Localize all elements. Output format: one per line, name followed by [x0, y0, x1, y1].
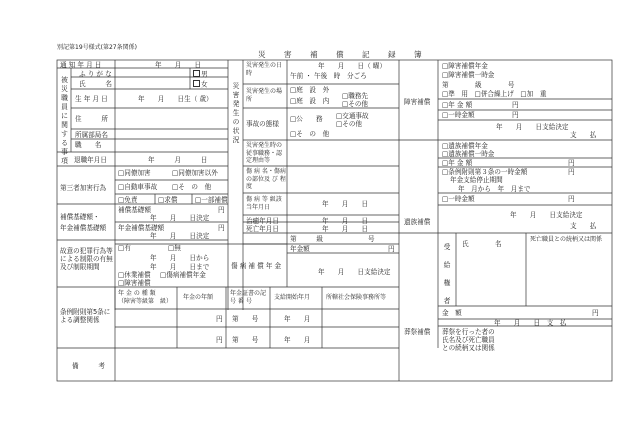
intent-restriction-label: 故意の犯罪行為等による制限の有無及び制限期間	[60, 247, 113, 271]
sick-pension-yen: 円	[388, 245, 395, 253]
base-pay-label-2: 年金補償基礎額	[60, 224, 107, 232]
handicap-pay: 支 払	[570, 131, 597, 139]
handicap-pension-checkbox[interactable]: □障害補償年金	[442, 62, 488, 70]
recipient-relation-label: 死亡職員との続柄又は関係	[530, 236, 603, 243]
handicap-lump-checkbox[interactable]: □障害補償一時金	[442, 71, 495, 79]
birth-value[interactable]: 年 月 日生（ 歳）	[138, 95, 213, 103]
survivor-stop-label: 年金支給停止期間	[450, 176, 503, 184]
intent-to-date[interactable]: 年 月 日まで	[150, 263, 210, 271]
name-label: 氏 名	[79, 80, 112, 88]
place-duty-checkbox[interactable]: □職務先	[342, 92, 369, 100]
adjust-row-yen: 円	[216, 336, 223, 344]
place-out-checkbox[interactable]: □庭 設 外	[290, 86, 330, 94]
retire-value[interactable]: 年 月 日	[148, 156, 208, 164]
survivor-pension-checkbox[interactable]: □遺族補償年金	[442, 142, 488, 150]
survivor-lump-amount[interactable]: □一時金額	[442, 195, 475, 203]
intent-no-checkbox[interactable]: □無	[168, 244, 181, 252]
survivor-pension-yen: 円	[568, 159, 575, 167]
cause-other-checkbox[interactable]: □そ の 他	[290, 130, 330, 138]
sex-male-checkbox[interactable]: 男	[193, 70, 208, 79]
adjust-row-yen: 円	[216, 315, 223, 323]
cure-date[interactable]: 年 月 日	[322, 217, 369, 225]
intent-handicap-checkbox[interactable]: □障害補償	[118, 279, 151, 287]
sick-pension-amount-label: 年金額	[290, 245, 310, 253]
third-party-option[interactable]: □そ の 他	[172, 183, 212, 191]
survivor-stop-period[interactable]: 年 月から 年 月まで	[458, 185, 531, 193]
dept-label: 所属部局名	[75, 131, 108, 139]
sick-pension-grade[interactable]: 第 級	[290, 235, 323, 243]
cause-other-sub-checkbox[interactable]: □その他	[336, 120, 363, 128]
injury-grade-date[interactable]: 年 月 日	[322, 200, 369, 208]
pension-base-date[interactable]: 年 月 日決定	[150, 232, 210, 240]
adjust-row-no[interactable]: 第 号	[232, 315, 259, 323]
cause-traffic-checkbox[interactable]: □交通事故	[336, 112, 369, 120]
handicap-pension-amount[interactable]: □年 金 額	[442, 101, 473, 109]
datetime-value[interactable]: 年 月 日（ 曜）	[318, 62, 387, 70]
pension-amount-header: 年金の年額	[183, 294, 214, 301]
adjust-label: 条例附則第5条による調整関係	[60, 308, 111, 324]
handicap-lump-amount[interactable]: □一時金額	[442, 111, 475, 119]
base-pay-label: 補償基礎額・	[60, 213, 100, 221]
adjust-row-ym[interactable]: 年 月	[284, 336, 311, 344]
handicap-label: 障害補償	[404, 98, 431, 106]
cause-public-checkbox[interactable]: □公 務	[290, 115, 323, 123]
survivor-pay: 支 払	[570, 222, 597, 230]
pension-type-header: 年 金 の 種 類 （障害等級第 級）	[118, 290, 173, 305]
furigana-label: ふ り が な	[79, 70, 112, 78]
cert-no-header: 年金証書の記 号 番 号	[230, 290, 267, 305]
pension-base-label: 年金補償基礎額	[118, 224, 165, 232]
sick-pension-label: 傷 病 補 償 年 金	[231, 262, 282, 270]
handicap-class-options[interactable]: □準 用 □併合繰上げ □加 重	[442, 90, 547, 98]
recipient-name-label: 氏 名	[462, 240, 502, 248]
funeral-person-label-2: 氏名及び死亡職員	[442, 336, 495, 344]
adjust-row-ym[interactable]: 年 月	[284, 315, 311, 323]
intent-yes-checkbox[interactable]: □有	[118, 244, 131, 252]
place-in-checkbox[interactable]: □庭 設 内	[290, 97, 330, 105]
handicap-lump-yen: 円	[512, 111, 519, 119]
retire-label: 退職年月日	[74, 156, 107, 164]
office-header: 所轄社会保険事務所等	[326, 294, 387, 301]
handicap-grade[interactable]: 第 級 号	[442, 81, 515, 89]
intent-from-date[interactable]: 年 月 日から	[150, 254, 210, 262]
sick-pension-grade-tail: 号	[368, 235, 375, 243]
pension-base-yen: 円	[218, 224, 225, 232]
duty-label: 災害発生時の従事職務・認定理由等	[246, 142, 283, 164]
third-party-option[interactable]: □自動車事故	[118, 183, 158, 191]
place-other-checkbox[interactable]: □その他	[342, 100, 369, 108]
funeral-date[interactable]: 年 月 日 支 払	[494, 319, 567, 327]
place-label: 災害発生の場 所	[246, 88, 295, 103]
base-pay-yen: 円	[218, 206, 225, 214]
sex-female-checkbox[interactable]: 女	[193, 80, 208, 89]
remarks-label: 備 考	[72, 362, 105, 370]
survivor-label: 遺族補償	[404, 218, 431, 226]
disaster-status-label: 災害発生の状況	[232, 82, 240, 144]
survivor-date[interactable]: 年 月 日支給決定	[510, 211, 583, 219]
third-party-option[interactable]: □免責	[118, 196, 138, 204]
third-party-label: 第三者加害行為	[60, 184, 107, 192]
funeral-person-label: 葬祭を行った者の	[442, 328, 495, 336]
funeral-label: 葬祭補償	[404, 328, 431, 336]
recipient-label: 受給権者	[443, 243, 451, 305]
survivor-lump-checkbox[interactable]: □遺族補償一時金	[442, 150, 495, 158]
handicap-pension-yen: 円	[512, 101, 519, 109]
form-reference: 別記第19号様式(第27条関係)	[57, 44, 137, 51]
cause-label: 事故の態様	[246, 120, 279, 128]
survivor-pension-amount[interactable]: □年 金 額	[442, 159, 473, 167]
death-date[interactable]: 年 月 日	[322, 225, 369, 233]
survivor-article-yen: 円	[568, 168, 575, 176]
third-party-option[interactable]: □同僚加害以外	[172, 169, 218, 177]
funeral-person-label-3: との続柄又は関係	[442, 344, 495, 352]
cure-label: 治癒年月日	[246, 217, 279, 225]
datetime-ampm[interactable]: 午前 ・ 午後 時 分ごろ	[290, 72, 367, 80]
third-party-option[interactable]: □同僚加害	[118, 169, 151, 177]
pay-start-header: 支給開始年月	[274, 294, 311, 301]
injury-grade-label: 傷 病 等 級該当年月日	[246, 196, 282, 211]
funeral-yen: 円	[592, 309, 599, 317]
datetime-label: 災害発生の日 時	[246, 62, 295, 77]
base-pay-amount-label: 補償基礎額	[118, 206, 151, 214]
base-pay-date[interactable]: 年 月 日決定	[150, 214, 210, 222]
injury-label: 傷 病 名・傷病の部位及 び 程 度	[246, 168, 286, 190]
notice-date-label: 通 知 年 月 日	[60, 61, 102, 69]
intent-disability-checkbox[interactable]: □傷病補償年金	[160, 271, 206, 279]
post-label: 職 名	[75, 141, 102, 149]
death-label: 死亡年月日	[246, 225, 279, 233]
third-party-option[interactable]: □一部補償	[195, 196, 228, 204]
intent-leave-checkbox[interactable]: □休業補償	[118, 271, 151, 279]
funeral-amount-label: 金 額	[442, 309, 462, 317]
sick-pension-date[interactable]: 年 月 日支給決定	[318, 268, 391, 276]
form-title: 災 害 補 償 記 録 簿	[258, 50, 430, 59]
survivor-lump-yen: 円	[568, 195, 575, 203]
third-party-option[interactable]: □求償	[158, 196, 178, 204]
handicap-date[interactable]: 年 月 日支給決定	[496, 123, 569, 131]
birth-label: 生 年 月 日	[75, 95, 108, 103]
victim-section-label: 被災職員に関する事項	[61, 76, 68, 165]
address-label: 住 所	[75, 115, 108, 123]
notice-date-value[interactable]: 年 月 日	[155, 61, 202, 69]
adjust-row-no[interactable]: 第 号	[232, 336, 259, 344]
survivor-article-amount[interactable]: □条例附則第３条の一時金額	[442, 168, 528, 176]
